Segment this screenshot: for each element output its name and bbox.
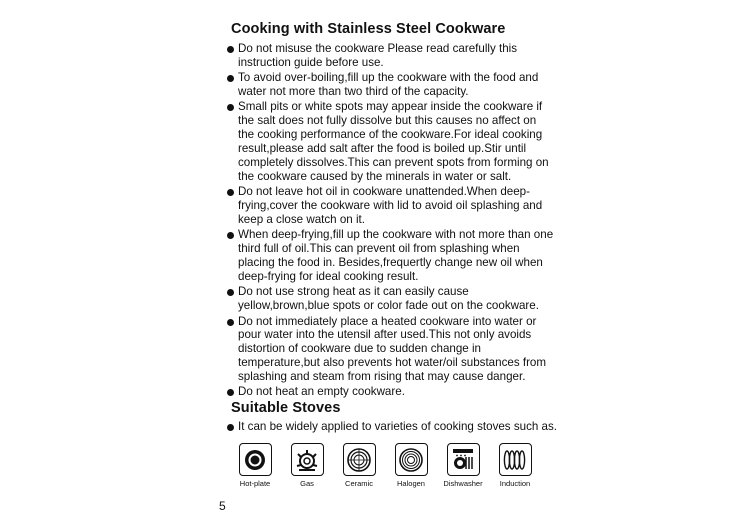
stove-label: Halogen bbox=[397, 479, 425, 488]
page-number: 5 bbox=[219, 499, 226, 513]
stove-icons-row bbox=[232, 443, 538, 488]
section-title-cooking: Cooking with Stainless Steel Cookware bbox=[231, 21, 506, 37]
stove-hot-plate bbox=[232, 443, 278, 488]
induction-coil-icon bbox=[499, 443, 532, 476]
list-item: Do not immediately place a heated cookware into water or pour water into the utensil after used.This not only avoids distortion of cookware due to sudden change in temperature,but also prevents hot water/oil substances from splashing and steam from rising that may cause danger. bbox=[225, 315, 555, 385]
stove-label: Gas bbox=[300, 479, 314, 488]
dishwasher-icon bbox=[447, 443, 480, 476]
stove-gas bbox=[284, 443, 330, 488]
list-item: When deep-frying,fill up the cookware with not more than one third full of oil.This can prevent oil from splashing when placing the food in. Besides,frequertly change new oil when deep-frying for ideal cooking result. bbox=[225, 228, 555, 284]
stove-halogen bbox=[388, 443, 434, 488]
halogen-hob-icon bbox=[395, 443, 428, 476]
hot-plate-icon bbox=[239, 443, 272, 476]
stove-label: Ceramic bbox=[345, 479, 373, 488]
stoves-list bbox=[225, 420, 565, 435]
stove-dishwasher bbox=[440, 443, 486, 488]
list-item: Do not heat an empty cookware. bbox=[225, 385, 555, 399]
list-item: Do not misuse the cookware Please read carefully this instruction guide before use. bbox=[225, 42, 555, 70]
stove-label: Dishwasher bbox=[443, 479, 483, 488]
list-item: Do not leave hot oil in cookware unattended.When deep-frying,cover the cookware with lid to avoid oil splashing and keep a close watch on it. bbox=[225, 185, 555, 227]
list-item: Do not use strong heat as it can easily cause yellow,brown,blue spots or color fade out on the cookware. bbox=[225, 285, 555, 313]
cooking-tips-list bbox=[225, 42, 555, 401]
stove-label: Hot-plate bbox=[239, 479, 271, 488]
stove-label: Induction bbox=[499, 479, 531, 488]
stove-ceramic bbox=[336, 443, 382, 488]
list-item: To avoid over-boiling,fill up the cookware with the food and water not more than two third of the capacity. bbox=[225, 71, 555, 99]
section-title-stoves: Suitable Stoves bbox=[231, 400, 341, 416]
ceramic-hob-icon bbox=[343, 443, 376, 476]
gas-burner-icon bbox=[291, 443, 324, 476]
stove-induction bbox=[492, 443, 538, 488]
list-item: Small pits or white spots may appear inside the cookware if the salt does not fully dissolve but this causes no affect on the cooking performance of the cookware.For ideal cooking result,please add salt after the food is boiled up.Stir until completely dissolves.This can prevent spots from forming on the cookware caused by the minerals in water or salt. bbox=[225, 100, 555, 183]
list-item: It can be widely applied to varieties of cooking stoves such as. bbox=[225, 420, 565, 434]
